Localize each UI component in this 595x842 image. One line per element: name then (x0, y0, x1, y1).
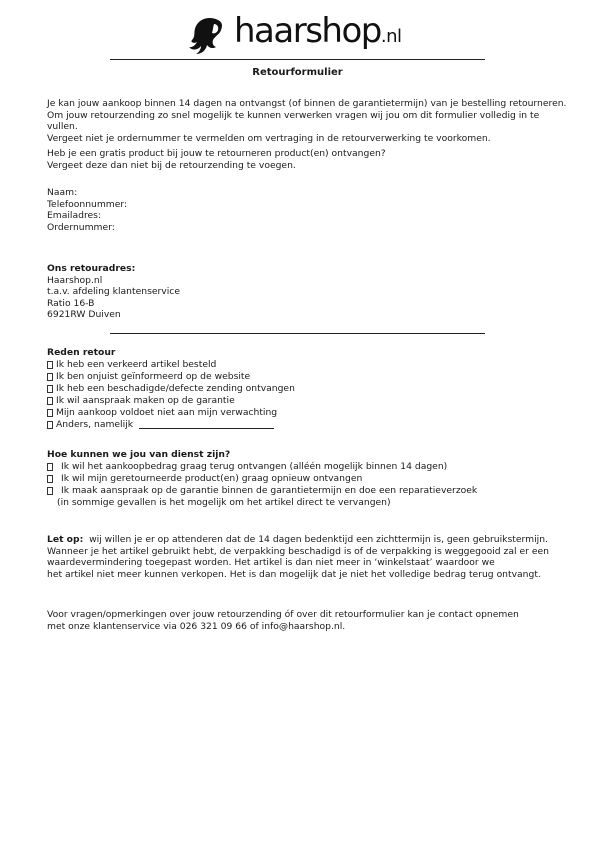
notice-line: het artikel niet meer kunnen verkopen. Het is dan mogelijk dat je niet het volledige bedrag terug ontvangt. (47, 568, 541, 580)
reason-option[interactable]: Ik heb een beschadigde/defecte zending ontvangen (47, 383, 567, 395)
checkbox[interactable] (47, 463, 53, 471)
intro-line: Vergeet niet je ordernummer te vermelden om vertraging in de retourverwerking te voorkomen. (47, 132, 491, 144)
address-line: 6921RW Duiven (47, 309, 121, 320)
address-line: Haarshop.nl (47, 274, 103, 286)
intro-line: Je kan jouw aankoop binnen 14 dagen na ontvangst (of binnen de garantietermijn) van je bestelling retourneren. (47, 98, 567, 109)
reason-section (47, 347, 567, 431)
reason-option[interactable]: Ik heb een verkeerd artikel besteld (47, 359, 567, 371)
notice-line: Let op: wij willen je er op attenderen dat de 14 dagen bedenktijd een zichttermijn is, geen gebruikstermijn. (47, 534, 548, 545)
customer-fields (47, 187, 567, 233)
checkbox[interactable] (47, 421, 53, 429)
reason-heading: Reden retour (47, 347, 116, 358)
field-ordernumber-label: Ordernummer: (47, 221, 115, 233)
gift-note (47, 148, 567, 171)
notice-label: Let op: (47, 534, 84, 545)
service-section (47, 449, 567, 508)
address-line: Ratio 16-B (47, 297, 95, 309)
service-option[interactable]: Ik wil het aankoopbedrag graag terug ontvangen (alléén mogelijk binnen 14 dagen) (47, 461, 567, 473)
notice-line: waardevermindering toegepast worden. Het artikel is dan niet meer in ‘winkelstaat’ waardoor we (47, 557, 495, 568)
reason-option[interactable]: Mijn aankoop voldoet niet aan mijn verwachting (47, 407, 567, 419)
field-phone-label: Telefoonnummer: (47, 198, 128, 210)
gift-note-line: Heb je een gratis product bij jouw te retourneren product(en) ontvangen? (47, 148, 386, 159)
address-line: t.a.v. afdeling klantenservice (47, 286, 180, 297)
page-title: Retourformulier (252, 67, 343, 78)
contact-line: Voor vragen/opmerkingen over jouw retourzending óf over dit retourformulier kan je contact opnemen (47, 609, 519, 620)
service-option[interactable]: Ik wil mijn geretourneerde product(en) graag opnieuw ontvangen (47, 473, 567, 485)
header-divider (110, 59, 485, 60)
reason-option-other[interactable]: Anders, namelijk (47, 419, 567, 431)
brand-wordmark: haarshop.nl (234, 11, 402, 51)
checkbox[interactable] (47, 373, 53, 381)
checkbox[interactable] (47, 475, 53, 483)
intro-paragraph (47, 98, 567, 144)
address-heading: Ons retouradres: (47, 263, 136, 274)
service-heading: Hoe kunnen we jou van dienst zijn? (47, 449, 231, 460)
section-divider (110, 333, 485, 334)
service-sub-note: (in sommige gevallen is het mogelijk om het artikel direct te vervangen) (57, 496, 391, 508)
field-name-label: Naam: (47, 187, 78, 198)
checkbox[interactable] (47, 385, 53, 393)
contact-paragraph (47, 609, 567, 632)
notice-paragraph (47, 534, 567, 580)
reason-option[interactable]: Ik wil aanspraak maken op de garantie (47, 395, 567, 407)
checkbox[interactable] (47, 361, 53, 369)
hair-silhouette-icon (188, 14, 232, 54)
checkbox[interactable] (47, 409, 53, 417)
return-address (47, 263, 567, 321)
checkbox[interactable] (47, 487, 53, 495)
intro-line: Om jouw retourzending zo snel mogelijk te kunnen verwerken vragen wij jou om dit formulier volledig in te vullen. (47, 109, 540, 132)
reason-option[interactable]: Ik ben onjuist geïnformeerd op de website (47, 371, 567, 383)
contact-line: met onze klantenservice via 026 321 09 66 of info@haarshop.nl. (47, 620, 346, 632)
gift-note-line: Vergeet deze dan niet bij de retourzending te voegen. (47, 159, 296, 171)
brand-tld: .nl (380, 26, 402, 47)
other-reason-field[interactable] (139, 420, 274, 429)
service-option[interactable]: Ik maak aanspraak op de garantie binnen de garantietermijn en doe een reparatieverzoek (47, 485, 567, 497)
checkbox[interactable] (47, 397, 53, 405)
field-email-label: Emailadres: (47, 210, 102, 221)
notice-line: Wanneer je het artikel gebruikt hebt, de verpakking beschadigd is of de verpakking is weggegooid zal er een (47, 545, 549, 557)
haarshop-logo (188, 12, 418, 54)
